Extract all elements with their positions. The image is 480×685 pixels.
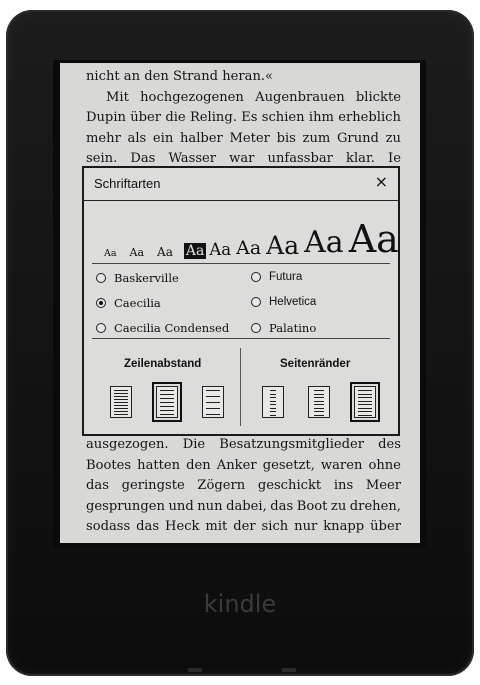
word: die <box>165 110 186 125</box>
line-glyph <box>160 398 174 399</box>
word: zu <box>330 498 347 514</box>
font-label: Helvetica <box>269 296 317 308</box>
word: gesetzt, <box>262 457 315 473</box>
word: nur <box>294 519 318 534</box>
word: über <box>370 519 401 534</box>
line-glyph <box>206 414 220 415</box>
divider <box>240 348 241 426</box>
dialog-title: Schriftarten <box>94 176 161 191</box>
word: Die <box>182 437 206 452</box>
line-glyph <box>114 408 128 409</box>
font-size-selector <box>102 205 399 261</box>
line-glyph <box>160 410 174 411</box>
divider <box>92 263 390 264</box>
line-glyph <box>270 397 276 398</box>
book-line <box>86 129 401 150</box>
line-glyph <box>160 390 174 391</box>
line-glyph <box>160 414 174 415</box>
book-line <box>86 476 401 497</box>
margin-narrow-button[interactable] <box>354 386 376 418</box>
line-glyph <box>270 415 276 416</box>
divider <box>92 338 390 339</box>
line-glyph <box>160 406 174 407</box>
line-glyph <box>160 394 174 395</box>
word: Mit <box>106 89 129 105</box>
word: nun <box>197 498 223 514</box>
line-glyph <box>314 401 324 402</box>
font-label: Baskerville <box>114 271 179 285</box>
word: Dupin <box>86 110 126 125</box>
margins-label: Seitenränder <box>280 358 351 370</box>
line-glyph <box>270 404 276 405</box>
word: mehr <box>86 130 121 146</box>
line-glyph <box>206 402 220 403</box>
word: Wasser <box>168 151 217 166</box>
word: ausgezogen. <box>86 437 169 452</box>
line-glyph <box>114 393 128 394</box>
margin-wide-button[interactable] <box>262 386 284 418</box>
word: das <box>270 498 294 514</box>
word: halber <box>179 130 223 146</box>
line-glyph <box>314 408 324 409</box>
line-glyph <box>270 408 276 409</box>
fonts-dialog <box>82 166 400 436</box>
word: Meter <box>229 130 270 146</box>
font-option-helvetica[interactable] <box>251 296 316 308</box>
font-size-option-4[interactable]: Aa <box>185 243 205 259</box>
font-label: Caecilia Condensed <box>114 321 230 335</box>
line-glyph <box>314 415 324 416</box>
word: drehen, <box>349 498 401 514</box>
font-size-option-9[interactable]: Aa <box>348 217 399 261</box>
word: geringste <box>121 478 185 493</box>
line-spacing-small-button[interactable] <box>110 386 132 418</box>
word: über <box>130 110 162 125</box>
line-glyph <box>114 405 128 406</box>
word: und <box>168 498 194 514</box>
word: der <box>233 519 256 534</box>
book-line <box>86 517 401 538</box>
line-glyph <box>114 402 128 403</box>
word: sein. <box>86 151 118 166</box>
font-label: Palatino <box>269 321 317 335</box>
line-glyph <box>358 397 372 398</box>
book-line <box>86 497 401 518</box>
word: ein <box>152 130 174 146</box>
kindle-logo: kindle <box>203 590 277 618</box>
line-glyph <box>314 390 324 391</box>
font-label: Caecilia <box>114 296 161 310</box>
line-glyph <box>114 399 128 400</box>
word: Bootes <box>86 457 132 473</box>
font-option-caecilia-condensed[interactable] <box>96 321 229 335</box>
bottom-port <box>188 668 202 672</box>
font-size-option-6[interactable]: Aa <box>236 237 262 259</box>
word: Es <box>241 110 258 125</box>
line-glyph <box>114 390 128 391</box>
book-text-top <box>86 67 401 170</box>
line-glyph <box>358 401 372 402</box>
word: dabei, <box>226 498 267 514</box>
line-glyph <box>358 390 372 391</box>
book-line <box>86 108 401 129</box>
power-button[interactable] <box>282 668 296 672</box>
line-glyph <box>206 390 220 391</box>
radio-icon <box>251 323 261 333</box>
word: als <box>127 130 147 146</box>
font-size-option-3[interactable]: Aa <box>157 245 173 259</box>
line-glyph <box>114 396 128 397</box>
font-option-futura[interactable] <box>251 271 302 283</box>
radio-icon <box>251 272 261 282</box>
word: ins <box>333 478 354 493</box>
radio-selected-icon <box>96 298 106 308</box>
font-size-option-8[interactable]: Aa <box>304 225 344 260</box>
word: erheblich <box>338 110 401 125</box>
word: den <box>186 457 211 473</box>
book-text-bottom <box>86 435 401 538</box>
line-glyph <box>314 404 324 405</box>
word: knapp <box>323 519 365 534</box>
line-glyph <box>358 408 372 409</box>
word: zum <box>302 130 331 146</box>
word: klar. <box>346 151 375 166</box>
book-line <box>86 435 401 456</box>
font-option-caecilia[interactable] <box>96 296 161 310</box>
word: blickte <box>355 89 401 105</box>
word: hatten <box>137 457 181 473</box>
line-glyph <box>160 402 174 403</box>
line-glyph <box>358 394 372 395</box>
book-line: nicht an den Strand heran.« <box>86 69 274 84</box>
line-glyph <box>358 415 372 416</box>
book-line <box>86 456 401 477</box>
line-spacing-medium-button[interactable] <box>156 386 178 418</box>
line-glyph <box>270 394 276 395</box>
line-glyph <box>358 404 372 405</box>
divider <box>84 200 398 201</box>
font-size-option-7[interactable]: Aa <box>266 231 300 260</box>
word: ohne <box>368 457 401 473</box>
radio-icon <box>96 323 106 333</box>
word: ihm <box>308 110 334 125</box>
word: das <box>136 519 160 534</box>
word: Besatzungsmitglieder <box>219 437 365 452</box>
line-glyph <box>358 411 372 412</box>
radio-icon <box>96 273 106 283</box>
word: Zögern <box>197 478 246 493</box>
radio-icon <box>251 297 261 307</box>
word: Ie <box>388 151 401 166</box>
word: war <box>229 151 255 166</box>
word: waren <box>320 457 363 473</box>
font-size-option-1[interactable]: Aa <box>104 247 117 259</box>
word: unfassbar <box>267 151 333 166</box>
book-line <box>86 88 401 109</box>
word: das <box>86 478 109 493</box>
line-glyph <box>114 414 128 415</box>
word: gesprungen <box>86 498 165 514</box>
line-glyph <box>314 394 324 395</box>
word: Anker <box>216 457 257 473</box>
word: zu <box>385 130 401 146</box>
line-spacing-large-button[interactable] <box>202 386 224 418</box>
word: Grund <box>336 130 379 146</box>
font-label: Futura <box>269 271 303 283</box>
line-glyph <box>270 390 276 391</box>
word: Augenbrauen <box>255 89 345 105</box>
close-icon[interactable]: × <box>374 172 388 191</box>
word: mit <box>205 519 228 534</box>
word: Das <box>130 151 156 166</box>
e-ink-screen <box>60 63 420 543</box>
font-size-option-2[interactable]: Aa <box>129 246 145 259</box>
word: Heck <box>165 519 200 534</box>
word: hochgezogenen <box>140 89 244 105</box>
word: geschickt <box>257 478 322 493</box>
line-glyph <box>270 401 276 402</box>
word: bis <box>276 130 296 146</box>
font-size-option-5[interactable]: Aa <box>209 239 232 259</box>
word: Boot <box>296 498 328 514</box>
word: Reling. <box>189 110 237 125</box>
word: des <box>378 437 401 452</box>
line-glyph <box>314 411 324 412</box>
line-glyph <box>270 411 276 412</box>
margin-medium-button[interactable] <box>308 386 330 418</box>
word: sich <box>261 519 289 534</box>
line-glyph <box>206 396 220 397</box>
line-glyph <box>314 397 324 398</box>
line-spacing-label: Zeilenabstand <box>124 358 202 370</box>
word: Meer <box>365 478 401 493</box>
line-glyph <box>206 408 220 409</box>
font-option-palatino[interactable] <box>251 321 316 335</box>
font-option-baskerville[interactable] <box>96 271 179 285</box>
word: sodass <box>86 519 131 534</box>
word: schien <box>261 110 305 125</box>
line-glyph <box>114 411 128 412</box>
